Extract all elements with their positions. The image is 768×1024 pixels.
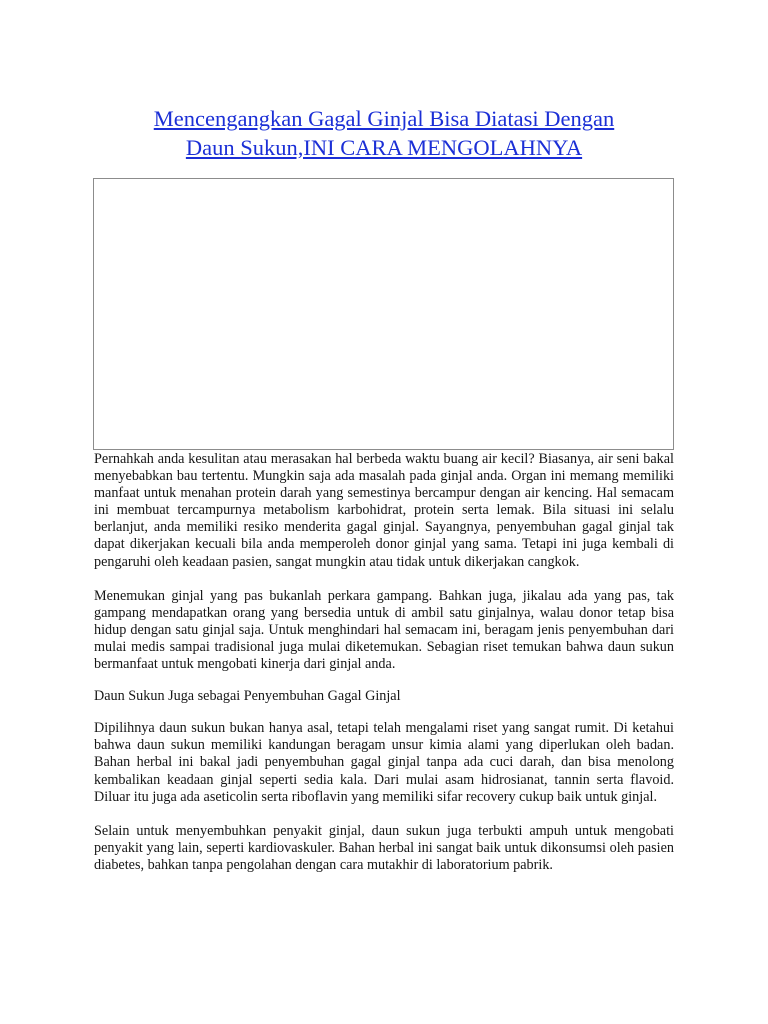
paragraph-intro: Pernahkah anda kesulitan atau merasakan hal berbeda waktu buang air kecil? Biasanya, air seni bakal menyebabkan bau tertentu. Mungkin saja ada masalah pada ginjal anda. Organ ini memang memiliki manfaat untuk menahan protein darah yang semestinya bercampur dengan air kencing. Hal semacam ini membuat tercampurnya metabolism karbohidrat, protein serta lemak. Bila situasi ini selalu berlanjut, anda memiliki resiko menderita gagal ginjal. Sayangnya, penyembuhan gagal ginjal tak dapat dikerjakan kecuali bila anda memperoleh donor ginjal yang sama. Tetapi ini juga kembali di pengaruhi oleh keadaan pasien, sangat mungkin atau tidak untuk dikerjakan cangkok. [94,451,674,570]
paragraph-finding-kidney: Menemukan ginjal yang pas bukanlah perkara gampang. Bahkan juga, jikalau ada yang pas, tak gampang mendapatkan orang yang bersedia untuk di ambil satu ginjalnya, walau donor tetap bisa hidup dengan satu ginjal saja. Untuk menghindari hal semacam ini, beragam jenis penyembuhan dari mulai medis sampai tradisional juga mulai diketemukan. Sebagian riset temukan bahwa daun sukun bermanfaat untuk mengobati kinerja dari ginjal anda. [94,587,674,673]
title-line-2[interactable]: Daun Sukun,INI CARA MENGOLAHNYA [185,135,583,160]
paragraph-breadfruit-leaf: Dipilihnya daun sukun bukan hanya asal, tetapi telah mengalami riset yang sangat rumit. Di ketahui bahwa daun sukun memiliki kandungan beragam unsur kimia alami yang diperlukan oleh badan. Bahan herbal ini bakal jadi penyembuhan gagal ginjal tanpa ada cuci darah, dan bisa menolong kembalikan keadaan ginjal seperti sedia kala. Dari mulai asam hidrosianat, tannin serta flavoid. Diluar itu juga ada aseticolin serta riboflavin yang memiliki sifar recovery cukup baik untuk ginjal. [94,720,674,805]
title-line-1[interactable]: Mencengangkan Gagal Ginjal Bisa Diatasi Dengan [153,106,615,131]
embedded-image-placeholder [93,178,674,450]
section-subheading: Daun Sukun Juga sebagai Penyembuhan Gagal Ginjal [94,688,401,705]
article-title-link[interactable] [60,104,708,162]
paragraph-other-benefits: Selain untuk menyembuhkan penyakit ginjal, daun sukun juga terbukti ampuh untuk mengobati penyakit yang lain, seperti kardiovaskuler. Bahan herbal ini sangat baik untuk dikonsumsi oleh pasien diabetes, bahkan tanpa pengolahan dengan cara mutakhir di laboratorium pabrik. [94,822,674,873]
article-body [94,451,674,874]
